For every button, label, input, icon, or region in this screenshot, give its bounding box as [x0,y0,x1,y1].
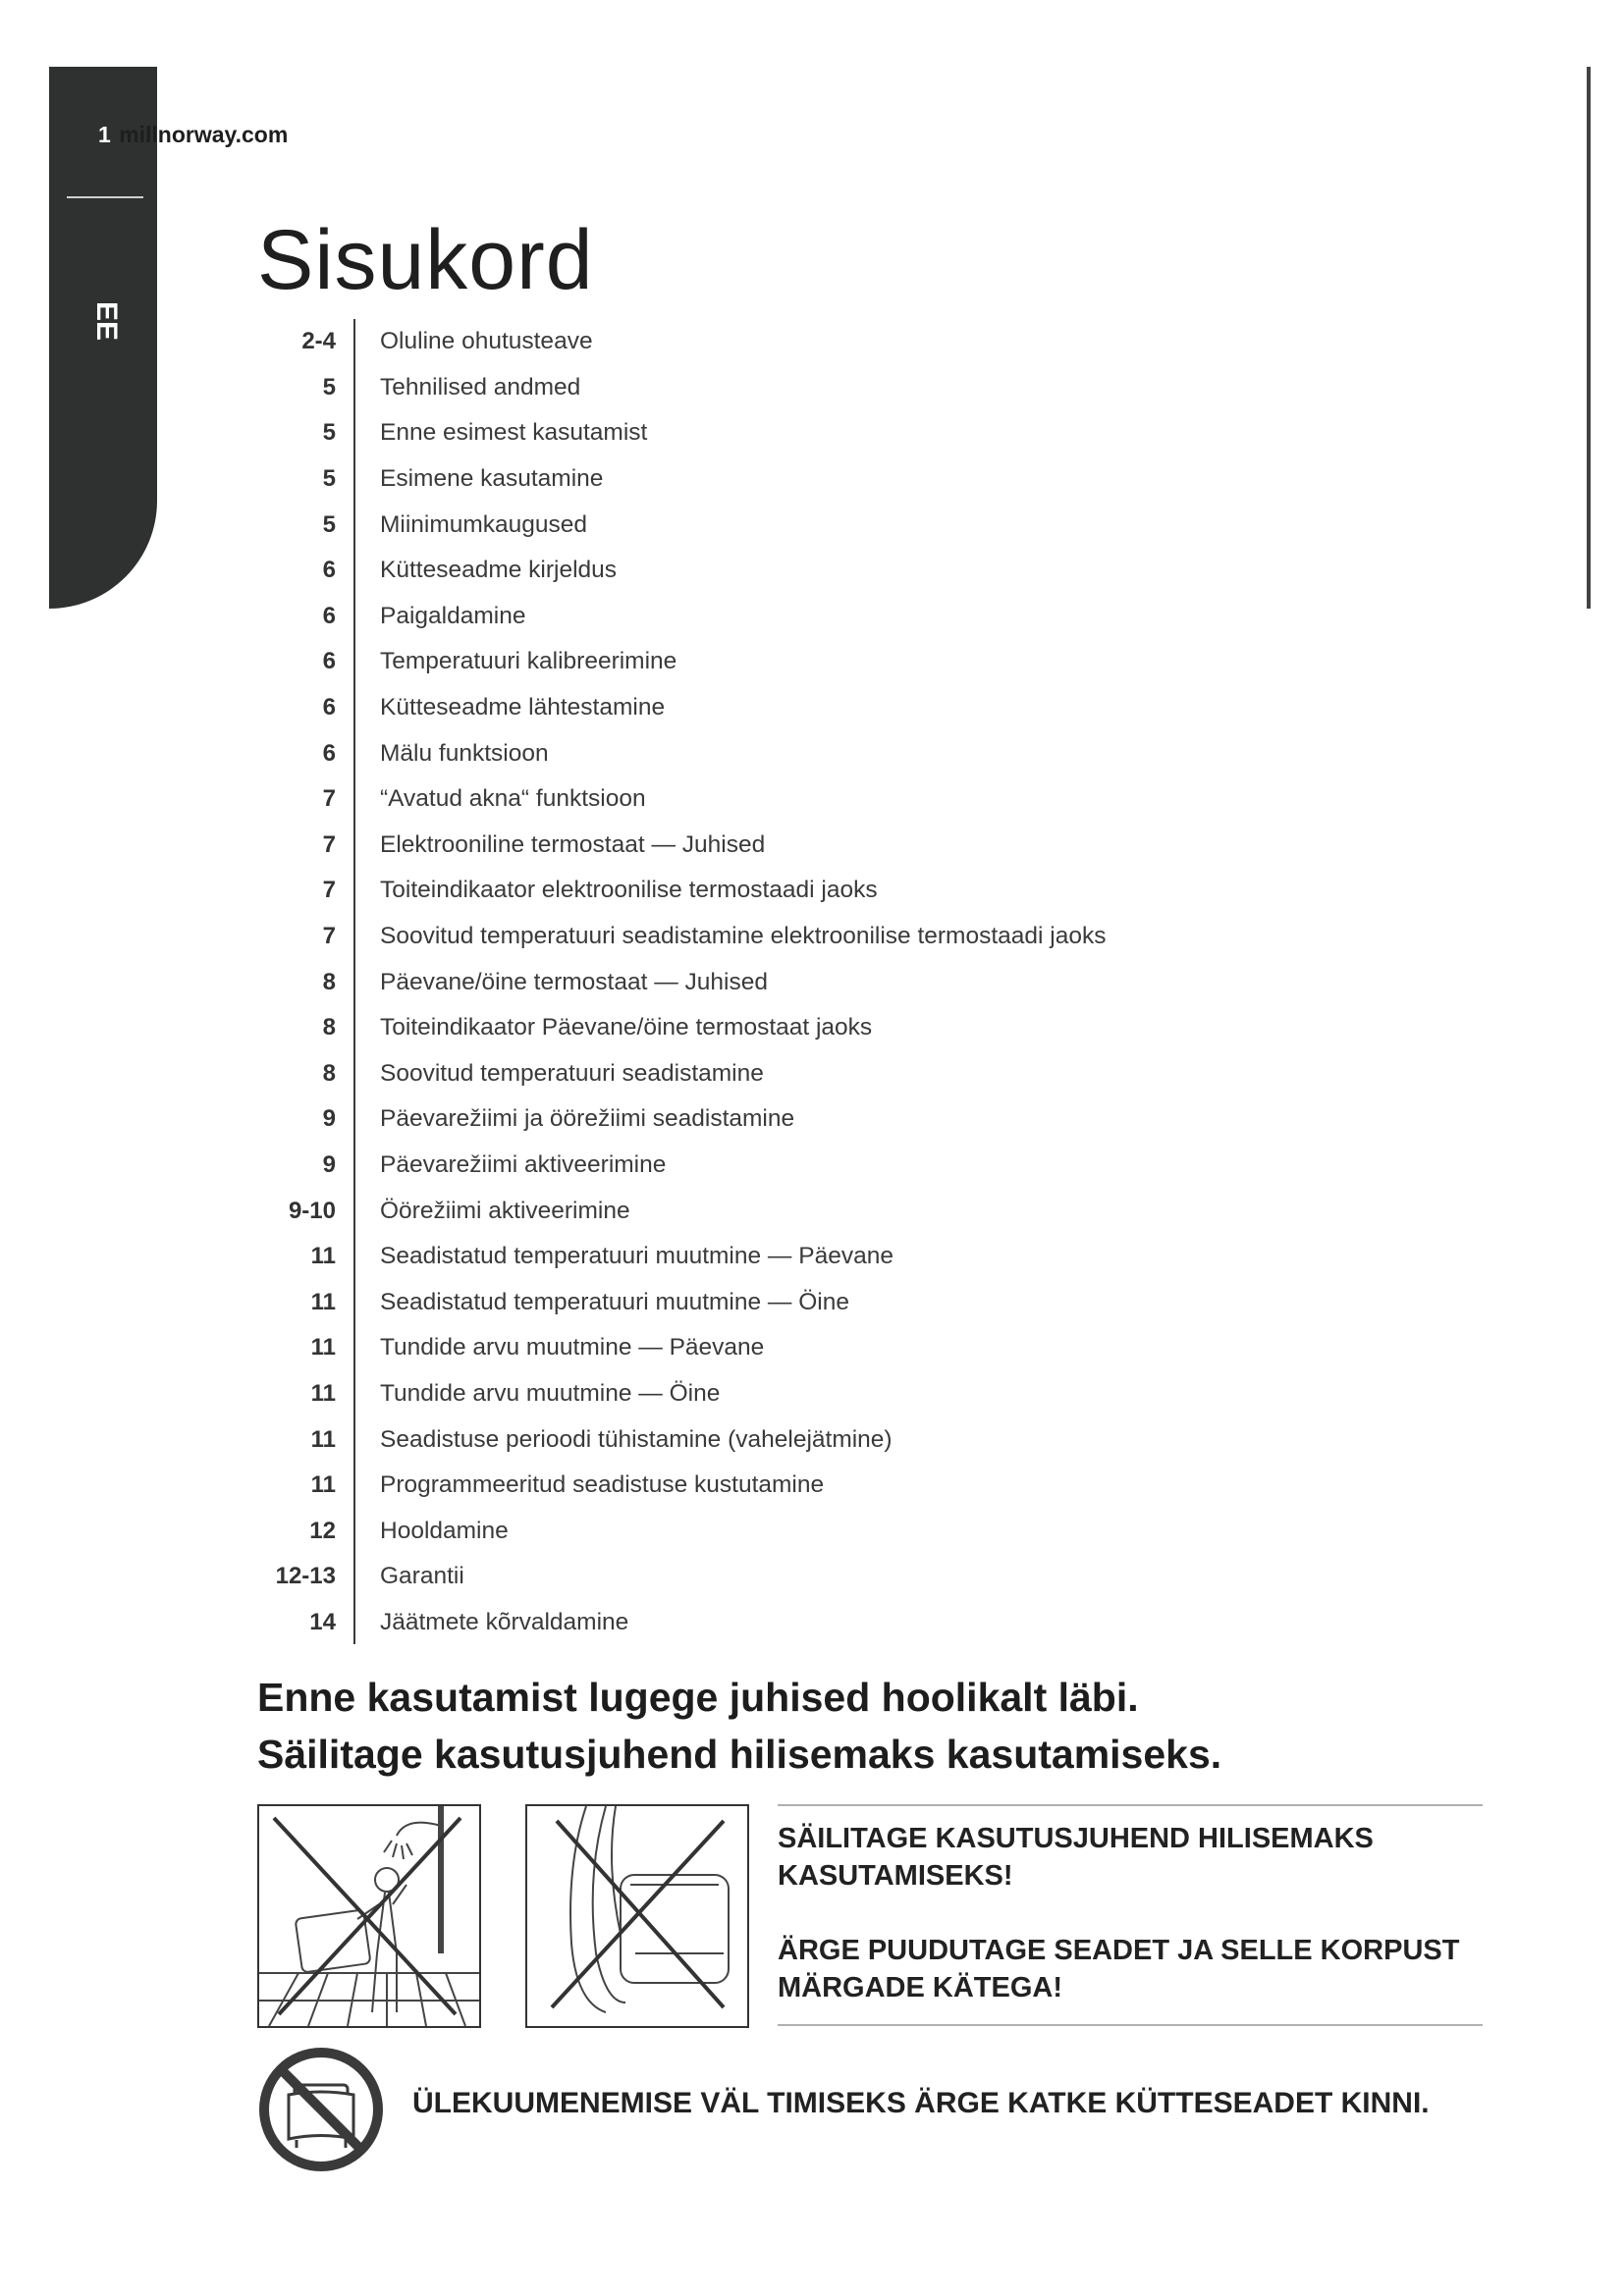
toc-page-number: 6 [322,739,336,767]
toc-page-number: 9 [322,1105,336,1133]
no-shower-icon [257,1804,481,2028]
toc-page-number: 9-10 [288,1197,336,1224]
keep-manual-warning: SÄILITAGE KASUTUSJUHEND HILISEMAKS KASUTAMISEKS! [778,1823,1374,1892]
toc-page-number: 5 [322,510,336,538]
toc-entry [257,1463,1337,1509]
toc-entry-title: “Avatud akna“ funktsioon [380,785,646,813]
toc-entry-title: Miinimumkaugused [380,510,588,538]
toc-entry [257,823,1337,869]
toc-entry-title: Hooldamine [380,1517,509,1544]
toc-page-number: 5 [322,419,336,447]
toc-entry-title: Tehnilised andmed [380,373,581,400]
warning-box [778,1804,1483,2026]
toc-entry-title: Kütteseadme lähtestamine [380,694,666,721]
toc-entry [257,730,1337,776]
language-label: EE [90,301,123,342]
toc-entry-title: Enne esimest kasutamist [380,419,648,447]
toc-entry-title: Esimene kasutamine [380,465,604,493]
toc-page-number: 11 [310,1334,336,1362]
toc-page-number: 7 [322,877,336,904]
toc-page-number: 5 [322,373,336,400]
toc-entry [257,502,1337,548]
notice-line-1: Enne kasutamist lugege juhised hoolikalt läbi. [257,1675,1139,1720]
toc-page-number: 8 [322,968,336,995]
toc-page-number: 7 [322,830,336,858]
toc-page-number: 12-13 [275,1563,336,1590]
toc-page-number: 11 [310,1243,336,1270]
toc-entry-title: Paigaldamine [380,602,526,629]
toc-entry [257,1051,1337,1097]
toc-entry-title: Oluline ohutusteave [380,328,593,355]
toc-entry [257,1188,1337,1234]
toc-entry-title: Tundide arvu muutmine — Öine [380,1379,721,1407]
toc-entry [257,639,1337,685]
toc-entry-title: Toiteindikaator elektroonilise termostaadi jaoks [380,877,878,904]
toc-entry-title: Päevarežiimi ja öörežiimi seadistamine [380,1105,795,1133]
table-of-contents [257,319,1337,1645]
toc-page-number: 11 [310,1425,336,1453]
toc-entry-title: Seadistuse perioodi tühistamine (vahelejätmine) [380,1425,893,1453]
toc-page-number: 11 [310,1288,336,1315]
toc-page-number: 7 [322,785,336,813]
toc-page-number: 8 [322,1059,336,1087]
toc-entry [257,1234,1337,1280]
overheating-warning: ÜLEKUUMENEMISE VÄL TIMISEKS ÄRGE KATKE KÜTTESEADET KINNI. [412,2087,1430,2119]
toc-entry-title: Elektrooniline termostaat — Juhised [380,830,766,858]
no-covering-icon [257,2046,385,2173]
right-edge-bar [1587,67,1591,609]
no-towel-drying-icon [525,1804,749,2028]
toc-page-number: 2-4 [301,328,336,355]
toc-entry [257,548,1337,594]
toc-page-number: 6 [322,557,336,584]
toc-page-number: 6 [322,694,336,721]
toc-entry [257,1600,1337,1646]
toc-entry-title: Tundide arvu muutmine — Päevane [380,1334,765,1362]
site-name: millnorway.com [119,122,289,147]
toc-entry [257,776,1337,823]
toc-entry [257,685,1337,731]
wet-hands-warning: ÄRGE PUUDUTAGE SEADET JA SELLE KORPUST MÄRGADE KÄTEGA! [778,1935,1460,2003]
toc-entry [257,1416,1337,1463]
toc-entry-title: Soovitud temperatuuri seadistamine elektroonilise termostaadi jaoks [380,923,1107,950]
toc-page-number: 6 [322,602,336,629]
toc-entry [257,1371,1337,1417]
toc-page-number: 8 [322,1014,336,1041]
toc-page-number: 11 [310,1379,336,1407]
side-divider [67,196,143,198]
toc-entry [257,1143,1337,1189]
toc-entry [257,1005,1337,1051]
toc-page-number: 7 [322,923,336,950]
toc-entry [257,868,1337,914]
toc-entry-title: Temperatuuri kalibreerimine [380,648,677,675]
toc-entry [257,594,1337,640]
toc-page-number: 11 [310,1471,336,1499]
toc-entry [257,410,1337,456]
toc-entry [257,456,1337,503]
toc-entry [257,319,1337,365]
toc-entry [257,1325,1337,1371]
toc-page-number: 5 [322,465,336,493]
toc-page-number: 12 [309,1517,336,1544]
toc-entry [257,1508,1337,1554]
read-instructions-notice [257,1669,1221,1783]
toc-entry-title: Soovitud temperatuuri seadistamine [380,1059,764,1087]
toc-entry [257,1554,1337,1600]
toc-entry [257,365,1337,411]
toc-entry [257,1279,1337,1325]
notice-line-2: Säilitage kasutusjuhend hilisemaks kasutamiseks. [257,1732,1222,1777]
page-number: 1 [98,122,111,147]
toc-entry [257,914,1337,960]
toc-page-number: 6 [322,648,336,675]
toc-entry-title: Mälu funktsioon [380,739,549,767]
toc-entry [257,959,1337,1005]
toc-page-number: 14 [309,1608,336,1635]
toc-entry-title: Päevane/öine termostaat — Juhised [380,968,768,995]
toc-entry-title: Toiteindikaator Päevane/öine termostaat jaoks [380,1014,873,1041]
toc-entry-title: Öörežiimi aktiveerimine [380,1197,630,1224]
toc-entry-title: Seadistatud temperatuuri muutmine — Öine [380,1288,849,1315]
page-header [98,122,288,148]
toc-entry-title: Jäätmete kõrvaldamine [380,1608,629,1635]
toc-page-number: 9 [322,1150,336,1178]
toc-entry-title: Päevarežiimi aktiveerimine [380,1150,667,1178]
page-title: Sisukord [257,213,594,307]
toc-entry [257,1096,1337,1143]
toc-entry-title: Seadistatud temperatuuri muutmine — Päevane [380,1243,893,1270]
toc-entry-title: Programmeeritud seadistuse kustutamine [380,1471,825,1499]
toc-entry-title: Garantii [380,1563,464,1590]
toc-entry-title: Kütteseadme kirjeldus [380,557,618,584]
